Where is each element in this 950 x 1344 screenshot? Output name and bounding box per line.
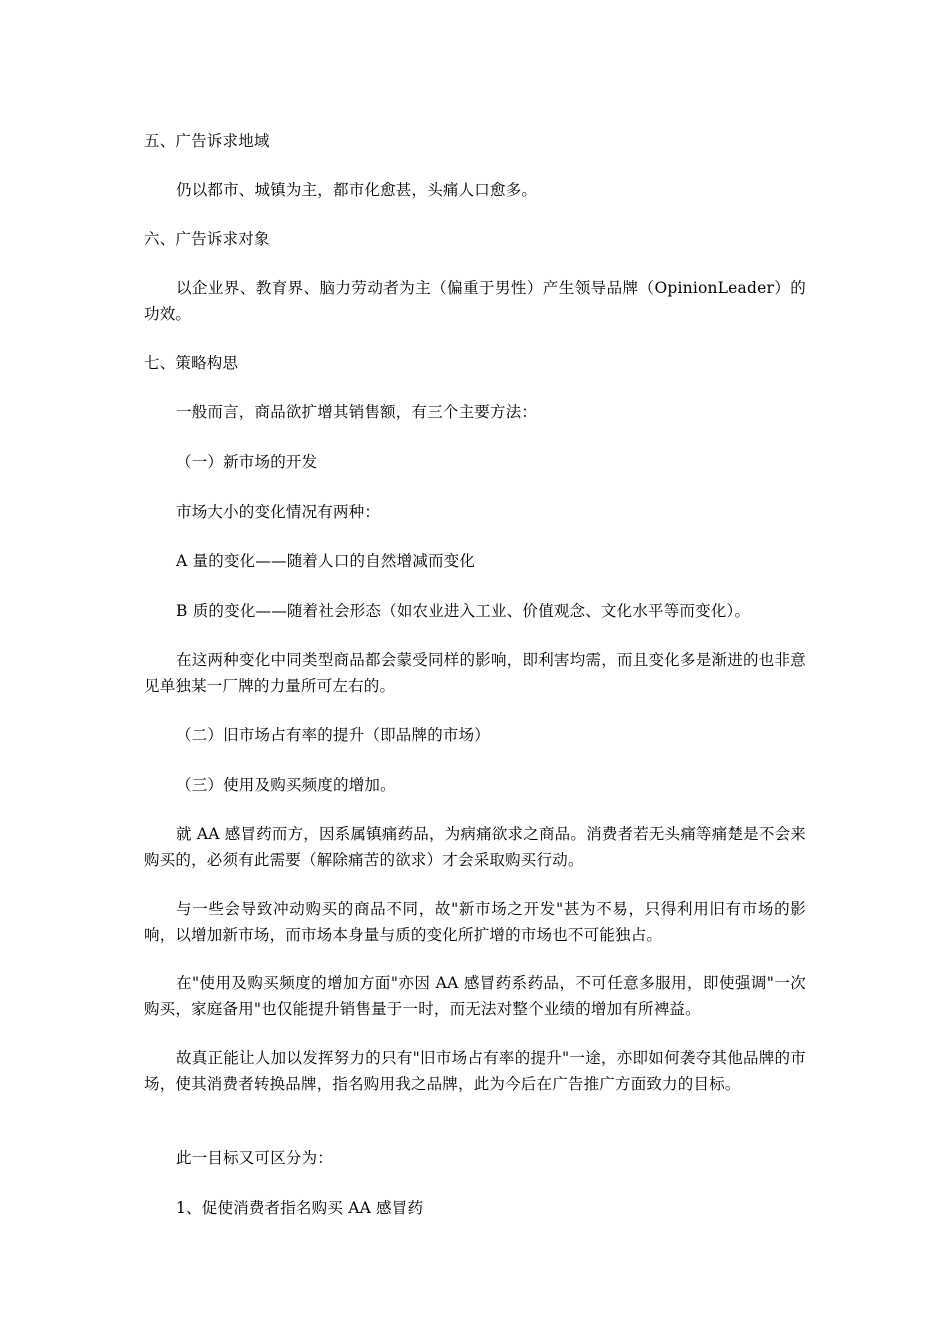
- list-item-b: B 质的变化——随着社会形态（如农业进入工业、价值观念、文化水平等而变化）。: [176, 602, 751, 620]
- list-item-a: A 量的变化——随着人口的自然增减而变化: [176, 552, 476, 570]
- sub-heading-3: （三）使用及购买频度的增加。: [176, 776, 396, 794]
- paragraph: 就 AA 感冒药而方，因系属镇痛药品，为病痛欲求之商品。消费者若无头痛等痛楚是不会来购买的，必须有此需要（解除痛苦的欲求）才会采取购买行动。: [144, 825, 806, 869]
- list-item-1: 1、促使消费者指名购买 AA 感冒药: [176, 1199, 424, 1217]
- sub-heading-2: （二）旧市场占有率的提升（即品牌的市场）: [176, 726, 491, 744]
- paragraph: 以企业界、教育界、脑力劳动者为主（偏重于男性）产生领导品牌（OpinionLeader）的功效。: [144, 279, 806, 323]
- paragraph: 此一目标又可区分为：: [176, 1149, 334, 1167]
- paragraph: 与一些会导致冲动购买的商品不同，故"新市场之开发"甚为不易，只得利用旧有市场的影响，以增加新市场，而市场本身量与质的变化所扩增的市场也不可能独占。: [144, 900, 806, 944]
- paragraph: 在这两种变化中同类型商品都会蒙受同样的影响，即利害均需，而且变化多是渐进的也非意见单独某一厂牌的力量所可左右的。: [144, 651, 806, 695]
- paragraph: 一般而言，商品欲扩增其销售额，有三个主要方法：: [176, 403, 538, 421]
- section-heading-7: 七、策略构思: [144, 354, 239, 372]
- paragraph: 故真正能让人加以发挥努力的只有"旧市场占有率的提升"一途，亦即如何袭夺其他品牌的市场，使其消费者转换品牌，指名购用我之品牌，此为今后在广告推广方面致力的目标。: [144, 1049, 806, 1093]
- section-heading-6: 六、广告诉求对象: [144, 230, 270, 248]
- paragraph: 市场大小的变化情况有两种：: [176, 503, 381, 521]
- sub-heading-1: （一）新市场的开发: [176, 453, 318, 471]
- section-heading-5: 五、广告诉求地域: [144, 132, 270, 150]
- paragraph: 仍以都市、城镇为主，都市化愈甚，头痛人口愈多。: [176, 181, 538, 199]
- paragraph: 在"使用及购买频度的增加方面"亦因 AA 感冒药系药品，不可任意多服用，即使强调"一次购买，家庭备用"也仅能提升销售量于一时，而无法对整个业绩的增加有所裨益。: [144, 974, 806, 1018]
